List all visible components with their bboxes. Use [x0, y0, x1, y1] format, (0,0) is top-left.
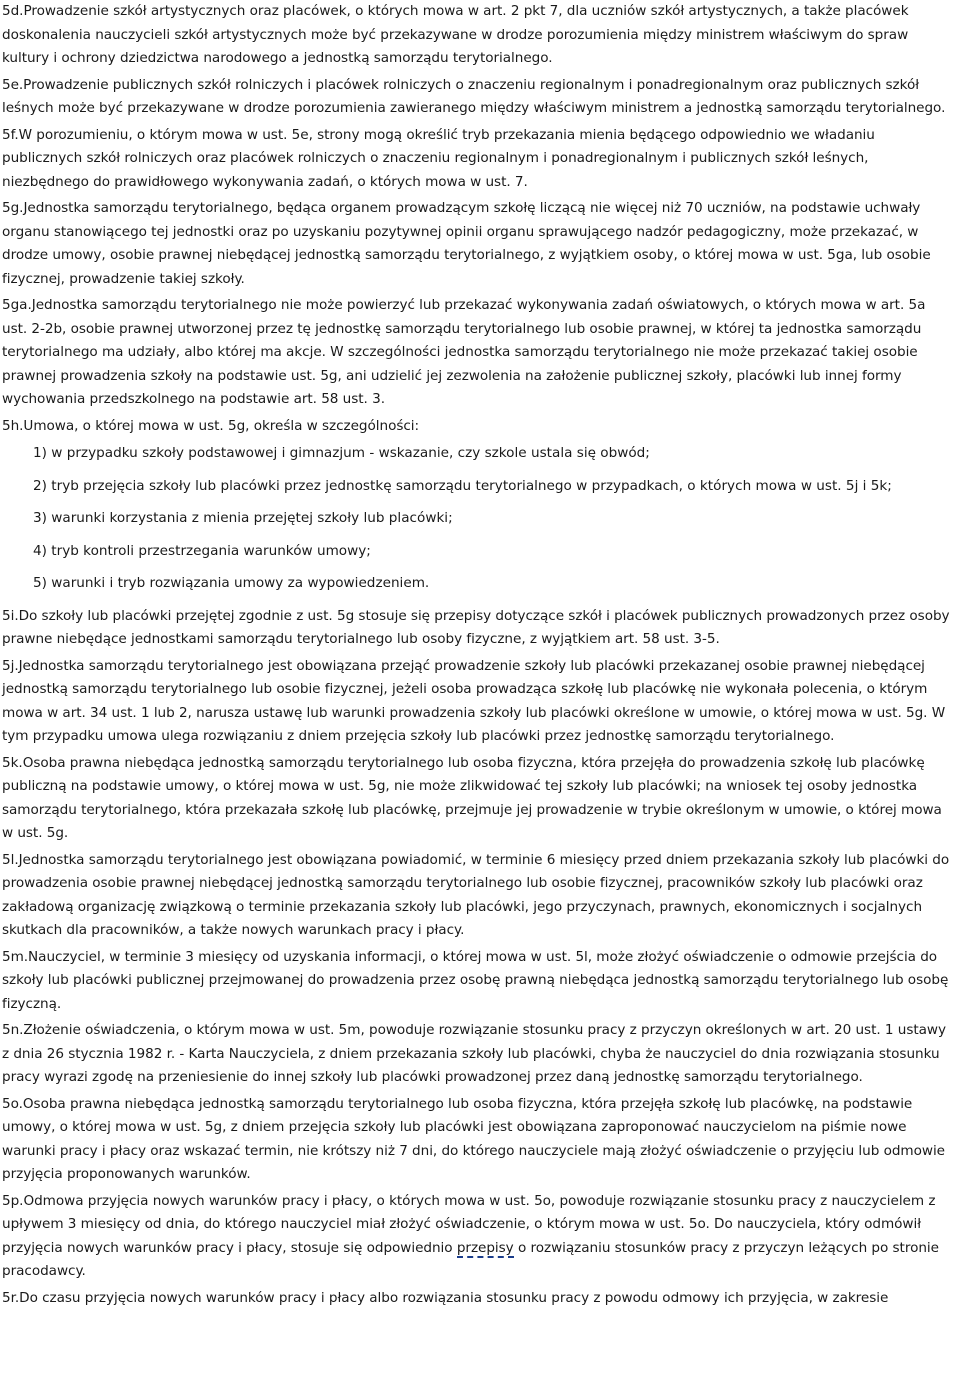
paragraph-5ga: 5ga.Jednostka samorządu terytorialnego nie może powierzyć lub przekazać wykonywania zadań oświatowych, o których mowa w art. 5a ust. 2-2b, osobie prawnej utworzonej przez tę jednostkę samorządu terytorialnego lub osobie prawnej, w której ta jednostka samorządu terytorialnego ma udziały, albo której ma akcje. W szczególności jednostka samorządu terytorialnego nie może przekazać takiej osobie prawnej prowadzenia szkoły na podstawie ust. 5g, ani udzielić jej zezwolenia na założenie publicznej szkoły, placówki lub innej formy wychowania przedszkolnego na podstawie art. 58 ust. 3. [2, 297, 926, 407]
paragraph-5l: 5l.Jednostka samorządu terytorialnego jest obowiązana powiadomić, w terminie 6 miesięcy przed dniem przekazania szkoły lub placówki do prowadzenia osobie prawnej niebędącej jednostką samorządu terytorialnego lub osobie fizycznej, pracowników szkoły lub placówki oraz zakładową organizację związkową o terminie przekazania szkoły lub placówki, jego przyczynach, prawnych, ekonomicznych i socjalnych skutkach dla pracowników, a także nowych warunkach pracy i płacy. [2, 851, 950, 938]
paragraph-5r: 5r.Do czasu przyjęcia nowych warunków pracy i płacy albo rozwiązania stosunku pracy z powodu odmowy ich przyjęcia, w zakresie [2, 1289, 889, 1306]
list-item: 5) warunki i tryb rozwiązania umowy za wypowiedzeniem. [33, 575, 430, 591]
paragraph-5n: 5n.Złożenie oświadczenia, o którym mowa w ust. 5m, powoduje rozwiązanie stosunku pracy z przyczyn określonych w art. 20 ust. 1 ustawy z dnia 26 stycznia 1982 r. - Karta Nauczyciela, z dniem przekazania szkoły lub placówki, chyba że nauczyciel do dnia rozwiązania stosunku pracy wyrazi zgodę na przeniesienie do innej szkoły lub placówki prowadzonej przez daną jednostkę samorządu terytorialnego. [2, 1022, 946, 1085]
paragraph-5p-text-end: o rozwiązaniu stosunków pracy z przyczyn leżących po stronie pracodawcy. [2, 1239, 939, 1279]
paragraph-5f: 5f.W porozumieniu, o którym mowa w ust. 5e, strony mogą określić tryb przekazania mienia będącego odpowiednio we władaniu publicznych szkół rolniczych oraz placówek rolniczych o znaczeniu regionalnym i ponadregionalnym i publicznych szkół leśnych, niezbędnego do prawidłowego wykonywania zadań, o których mowa w ust. 7. [2, 126, 875, 190]
paragraph-5e: 5e.Prowadzenie publicznych szkół rolniczych i placówek rolniczych o znaczeniu regionalnym i ponadregionalnym oraz publicznych szkół leśnych może być przekazywane w drodze porozumienia zawieranego między właściwym ministrem a jednostką samorządu terytorialnego. [2, 76, 946, 116]
paragraph-5o: 5o.Osoba prawna niebędąca jednostką samorządu terytorialnego lub osoba fizyczna, która przejęła szkołę lub placówkę, na podstawie umowy, o której mowa w ust. 5g, z dniem przejęcia szkoły lub placówki jest obowiązana zaproponować nauczycielom na piśmie nowe warunki pracy i płacy oraz wskazać termin, nie krótszy niż 7 dni, do którego nauczyciele mają złożyć oświadczenie o przyjęciu lub odmowie przyjęcia proponowanych warunków. [2, 1095, 945, 1182]
paragraph-5h: 5h.Umowa, o której mowa w ust. 5g, określa w szczególności: [2, 417, 420, 434]
paragraph-5g: 5g.Jednostka samorządu terytorialnego, będąca organem prowadzącym szkołę liczącą nie więcej niż 70 uczniów, na podstawie uchwały organu stanowiącego tej jednostki oraz po uzyskaniu pozytywnej opinii organu sprawującego nadzór pedagogiczny, może przekazać, w drodze umowy, osobie prawnej niebędącej jednostką samorządu terytorialnego, z wyjątkiem osoby, o której mowa w ust. 5ga, lub osobie fizycznej, prowadzenie takiej szkoły. [2, 200, 931, 287]
paragraph-5m: 5m.Nauczyciel, w terminie 3 miesięcy od uzyskania informacji, o której mowa w ust. 5l, może złożyć oświadczenie o odmowie przejścia do szkoły lub placówki publicznej przejmowanej do prowadzenia przez osobę prawną niebędąca jednostką samorządu terytorialnego lub osobę fizyczną. [2, 948, 949, 1012]
paragraph-5p-text-start: 5p.Odmowa przyjęcia nowych warunków pracy i płacy, o których mowa w ust. 5o, powoduje rozwiązanie stosunku pracy z nauczycielem z upływem 3 miesięcy od dnia, do którego nauczyciel miał złożyć oświadczenie, o którym mowa w ust. 5o. Do nauczyciela, który odmówił przyjęcia nowych warunków pracy i płacy, stosuje się odpowiednio [2, 1192, 936, 1256]
paragraph-5j: 5j.Jednostka samorządu terytorialnego jest obowiązana przejąć prowadzenie szkoły lub placówki przekazanej osobie prawnej niebędącej jednostką samorządu terytorialnego lub osobie fizycznej, jeżeli osoba prowadząca szkołę lub placówkę nie wykonała polecenia, o którym mowa w art. 34 ust. 1 lub 2, narusza ustawę lub warunki prowadzenia szkoły lub placówki określone w umowie, o której mowa w ust. 5g. W tym przypadku umowa ulega rozwiązaniu z dniem przejęcia szkoły lub placówki przez jednostkę samorządu terytorialnego. [2, 657, 946, 744]
paragraph-5p [2, 1190, 954, 1284]
przepisy-link[interactable]: przepisy [456, 1239, 514, 1256]
paragraph-5k: 5k.Osoba prawna niebędąca jednostką samorządu terytorialnego lub osoba fizyczna, która przejęła do prowadzenia szkołę lub placówkę publiczną na podstawie umowy, o której mowa w ust. 5g, nie może zlikwidować tej szkoły lub placówki; na wniosek tej osoby jednostka samorządu terytorialnego, która przekazała szkołę lub placówkę, przejmuje jej prowadzenie w trybie określonym w umowie, o której mowa w ust. 5g. [2, 754, 942, 841]
paragraph-5h-list [2, 442, 954, 596]
list-item: 2) tryb przejęcia szkoły lub placówki przez jednostkę samorządu terytorialnego w przypadkach, o których mowa w ust. 5j i 5k; [33, 477, 892, 494]
list-item: 3) warunki korzystania z mienia przejętej szkoły lub placówki; [33, 510, 453, 526]
list-item: 1) w przypadku szkoły podstawowej i gimnazjum - wskazanie, czy szkole ustala się obwód; [33, 445, 650, 461]
list-item: 4) tryb kontroli przestrzegania warunków umowy; [33, 542, 371, 559]
paragraph-5d: 5d.Prowadzenie szkół artystycznych oraz placówek, o których mowa w art. 2 pkt 7, dla uczniów szkół artystycznych, a także placówek doskonalenia nauczycieli szkół artystycznych może być przekazywane w drodze porozumienia między ministrem właściwym do spraw kultury i ochrony dziedzictwa narodowego a jednostką samorządu terytorialnego. [2, 3, 909, 66]
paragraph-5i: 5i.Do szkoły lub placówki przejętej zgodnie z ust. 5g stosuje się przepisy dotyczące szkół i placówek publicznych prowadzonych przez osoby prawne niebędące jednostkami samorządu terytorialnego lub osoby fizyczne, z wyjątkiem art. 58 ust. 3-5. [2, 607, 950, 647]
